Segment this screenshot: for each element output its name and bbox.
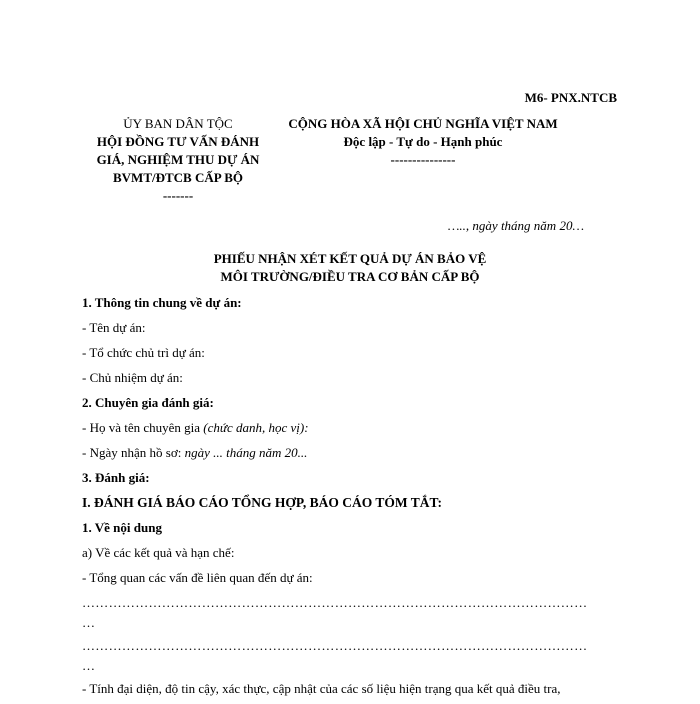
title-line1: PHIẾU NHẬN XÉT KẾT QUẢ DỰ ÁN BẢO VỆ	[213, 251, 487, 266]
document-title	[150, 250, 550, 286]
dotted-fill-line-2: ……………………………………………………………………………………………………	[82, 638, 588, 653]
council-name-line3: BVMT/ĐTCB CẤP BỘ	[112, 170, 243, 185]
part1-heading: I. ĐÁNH GIÁ BÁO CÁO TỔNG HỢP, BÁO CÁO TÓM TẮT:	[82, 495, 443, 510]
country-name: CỘNG HÒA XÃ HỘI CHỦ NGHĨA VIỆT NAM	[288, 116, 558, 131]
left-separator: -------	[162, 188, 194, 203]
dotted-fill-line-1: ……………………………………………………………………………………………………	[82, 595, 588, 610]
expert-name-note: (chức danh, học vị):	[203, 420, 309, 435]
council-name-line1: HỘI ĐỒNG TƯ VẤN ĐÁNH	[96, 134, 260, 149]
right-separator: ---------------	[390, 152, 456, 167]
receipt-date-label: - Ngày nhận hồ sơ:	[82, 445, 185, 460]
results-subheading: a) Về các kết quả và hạn chế:	[82, 545, 235, 560]
section-evaluation-heading: 3. Đánh giá:	[82, 470, 150, 485]
section-general-info-heading: 1. Thông tin chung về dự án:	[82, 295, 242, 310]
project-name-field: - Tên dự án:	[82, 320, 146, 335]
content-heading: 1. Về nội dung	[82, 520, 162, 535]
expert-name-label: - Họ và tên chuyên gia	[82, 420, 204, 435]
document-body	[82, 293, 622, 704]
overview-item: - Tổng quan các vấn đề liên quan đến dự án:	[82, 570, 313, 585]
form-code: M6- PNX.NTCB	[524, 90, 617, 105]
project-leader-field: - Chủ nhiệm dự án:	[82, 370, 183, 385]
data-reliability-item: - Tính đại diện, độ tin cậy, xác thực, cập nhật của các số liệu hiện trạng qua kết quả điều tra,	[82, 681, 561, 696]
receipt-date-field	[82, 443, 622, 468]
motto: Độc lập - Tự do - Hạnh phúc	[343, 134, 503, 149]
council-name-line2: GIÁ, NGHIỆM THU DỰ ÁN	[96, 152, 260, 167]
receipt-date-value: ngày ... tháng năm 20...	[184, 445, 308, 460]
section-expert-heading: 2. Chuyên gia đánh giá:	[82, 395, 214, 410]
agency-name: ỦY BAN DÂN TỘC	[123, 116, 233, 131]
national-motto-header	[278, 115, 568, 169]
expert-name-field	[82, 418, 622, 443]
dotted-fill-line-1-end: …	[82, 615, 95, 630]
host-organization-field: - Tổ chức chủ trì dự án:	[82, 345, 205, 360]
title-line2: MÔI TRƯỜNG/ĐIỀU TRA CƠ BẢN CẤP BỘ	[220, 269, 480, 284]
issuing-agency-header	[78, 115, 278, 205]
date-line: ….., ngày tháng năm 20…	[447, 218, 584, 233]
dotted-fill-line-2-end: …	[82, 658, 95, 673]
